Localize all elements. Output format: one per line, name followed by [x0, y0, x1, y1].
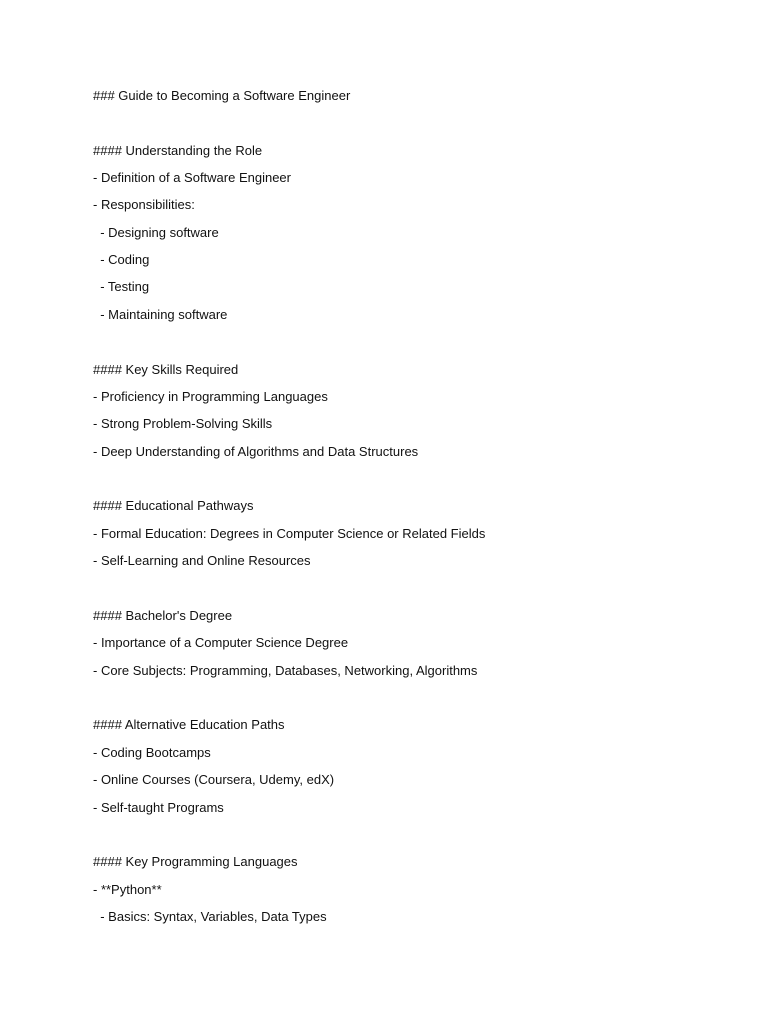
- list-item: - Core Subjects: Programming, Databases, Networking, Algorithms: [93, 663, 478, 678]
- list-item: - Responsibilities:: [93, 197, 195, 212]
- section-heading: #### Bachelor's Degree: [93, 608, 233, 623]
- list-item: - Self-Learning and Online Resources: [93, 553, 311, 568]
- list-item: - Formal Education: Degrees in Computer Science or Related Fields: [93, 526, 486, 541]
- list-item: - Self-taught Programs: [93, 800, 224, 815]
- list-item: - Importance of a Computer Science Degree: [93, 635, 349, 650]
- list-item: - Coding: [93, 252, 150, 267]
- list-item: - Basics: Syntax, Variables, Data Types: [93, 909, 327, 924]
- list-item: - Maintaining software: [93, 307, 228, 322]
- section-heading: #### Key Programming Languages: [93, 854, 298, 869]
- list-item: - Testing: [93, 279, 150, 294]
- list-item: - **Python**: [93, 882, 162, 897]
- list-item: - Online Courses (Coursera, Udemy, edX): [93, 772, 335, 787]
- section-heading: #### Key Skills Required: [93, 362, 239, 377]
- list-item: - Designing software: [93, 225, 219, 240]
- list-item: - Deep Understanding of Algorithms and Data Structures: [93, 444, 419, 459]
- section-heading: #### Educational Pathways: [93, 498, 254, 513]
- document-title: ### Guide to Becoming a Software Engineer: [93, 88, 351, 103]
- list-item: - Strong Problem-Solving Skills: [93, 416, 273, 431]
- section-heading: #### Understanding the Role: [93, 143, 263, 158]
- list-item: - Coding Bootcamps: [93, 745, 211, 760]
- list-item: - Definition of a Software Engineer: [93, 170, 291, 185]
- list-item: - Proficiency in Programming Languages: [93, 389, 328, 404]
- section-heading: #### Alternative Education Paths: [93, 717, 285, 732]
